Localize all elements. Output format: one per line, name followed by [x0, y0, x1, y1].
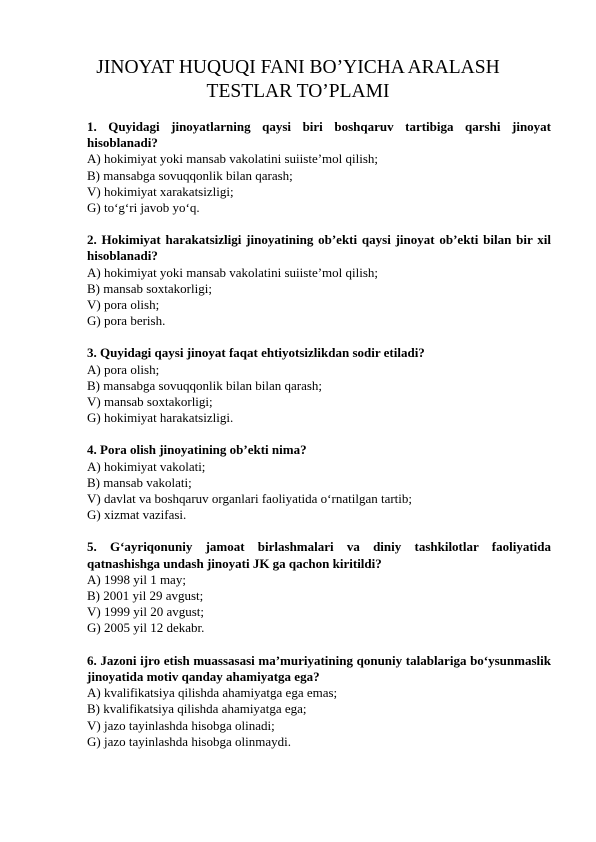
- answer-option: G) jazo tayinlashda hisobga olinmaydi.: [87, 733, 291, 749]
- answer-option: B) mansabga sovuqqonlik bilan bilan qarash;: [87, 377, 323, 393]
- answer-option: V) hokimiyat xarakatsizligi;: [87, 183, 234, 199]
- answer-option: G) xizmat vazifasi.: [87, 507, 187, 523]
- answer-option: A) pora olish;: [87, 361, 160, 377]
- question-text: 2. Hokimiyat harakatsizligi jinoyatining ob’ekti qaysi jinoyat ob’ekti bilan bir xil hisoblanadi?: [87, 232, 551, 264]
- answer-option: B) kvalifikatsiya qilishda ahamiyatga ega;: [87, 701, 307, 717]
- answer-option: G) hokimiyat harakatsizligi.: [87, 410, 234, 426]
- question-text: 3. Quyidagi qaysi jinoyat faqat ehtiyotsizlikdan sodir etiladi?: [87, 345, 425, 361]
- question-text: 5. G‘ayriqonuniy jamoat birlashmalari va diniy tashkilotlar faoliyatida qatnashishga undash jinoyati JK ga qachon kiritildi?: [87, 539, 551, 571]
- answer-option: V) pora olish;: [87, 297, 160, 313]
- answer-option: A) hokimiyat yoki mansab vakolatini suiiste’mol qilish;: [87, 264, 379, 280]
- question-block: [87, 539, 551, 636]
- answer-option: V) davlat va boshqaruv organlari faoliyatida o‘rnatilgan tartib;: [87, 491, 413, 507]
- question-text: 4. Pora olish jinoyatining ob’ekti nima?: [87, 442, 307, 458]
- question-block: [87, 653, 551, 750]
- question-list: [87, 119, 551, 766]
- question-block: [87, 119, 551, 216]
- question-block: [87, 442, 551, 523]
- answer-option: V) 1999 yil 20 avgust;: [87, 604, 204, 620]
- answer-option: B) mansab vakolati;: [87, 474, 192, 490]
- question-text: 1. Quyidagi jinoyatlarning qaysi biri boshqaruv tartibiga qarshi jinoyat hisoblanadi?: [87, 119, 551, 151]
- document-title: JINOYAT HUQUQI FANI BO’YICHA ARALASH TESTLAR TO’PLAMI: [96, 57, 500, 102]
- answer-option: G) 2005 yil 12 dekabr.: [87, 620, 205, 636]
- answer-option: B) mansabga sovuqqonlik bilan qarash;: [87, 167, 293, 183]
- answer-option: A) kvalifikatsiya qilishda ahamiyatga ega emas;: [87, 685, 338, 701]
- answer-option: B) mansab soxtakorligi;: [87, 280, 212, 296]
- answer-option: A) hokimiyat yoki mansab vakolatini suiiste’mol qilish;: [87, 151, 379, 167]
- answer-option: A) 1998 yil 1 may;: [87, 571, 186, 587]
- answer-option: V) mansab soxtakorligi;: [87, 394, 213, 410]
- answer-option: A) hokimiyat vakolati;: [87, 458, 206, 474]
- answer-option: G) to‘g‘ri javob yo‘q.: [87, 200, 200, 216]
- question-block: [87, 232, 551, 329]
- answer-option: V) jazo tayinlashda hisobga olinadi;: [87, 717, 275, 733]
- answer-option: G) pora berish.: [87, 313, 166, 329]
- question-block: [87, 345, 551, 426]
- question-text: 6. Jazoni ijro etish muassasasi ma’muriyatining qonuniy talablariga bo‘ysunmaslik jinoyatida motiv qanday ahamiyatga ega?: [87, 652, 551, 684]
- answer-option: B) 2001 yil 29 avgust;: [87, 588, 204, 604]
